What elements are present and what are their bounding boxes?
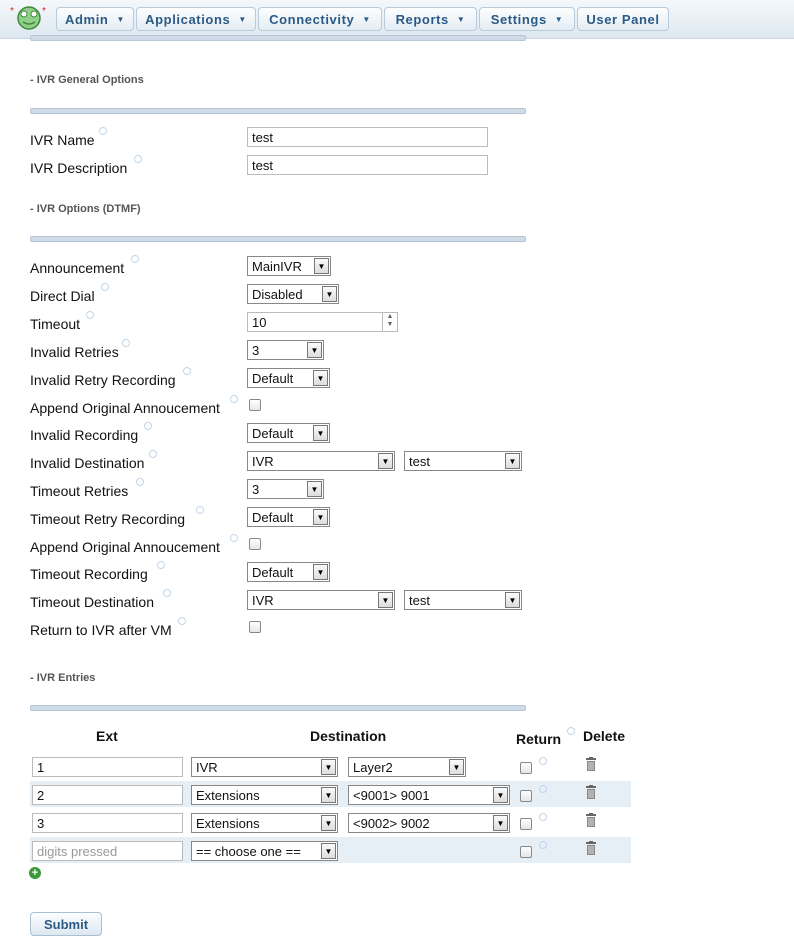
logo-icon[interactable] — [8, 4, 50, 32]
return-vm-checkbox[interactable] — [249, 621, 261, 633]
entry-return-checkbox[interactable] — [520, 790, 532, 802]
divider — [30, 236, 526, 242]
return-vm-label: Return to IVR after VM — [30, 622, 172, 638]
section-general-title: - IVR General Options — [30, 74, 144, 86]
help-icon[interactable] — [101, 283, 109, 291]
timeout-stepper[interactable] — [382, 313, 397, 331]
trash-icon[interactable] — [585, 813, 597, 828]
invalid-recording-label: Invalid Recording — [30, 427, 139, 443]
invalid-destination-type-select[interactable] — [247, 451, 395, 471]
submit-button[interactable]: Submit — [30, 912, 102, 936]
entry-target-value: <9001> 9001 — [353, 788, 430, 803]
help-icon[interactable] — [567, 727, 575, 735]
chevron-down-icon: ▼ — [313, 509, 328, 525]
help-icon[interactable] — [230, 395, 238, 403]
announcement-select[interactable] — [247, 256, 331, 276]
timeout-input[interactable] — [247, 312, 398, 332]
timeout-recording-label: Timeout Recording — [30, 566, 148, 582]
ivr-name-input[interactable]: test — [247, 127, 488, 147]
timeout-destination-target-select[interactable] — [404, 590, 522, 610]
chevron-down-icon: ▼ — [449, 759, 464, 775]
entry-target-select[interactable] — [348, 757, 466, 777]
help-icon[interactable] — [178, 617, 186, 625]
entry-type-select[interactable] — [191, 757, 338, 777]
help-icon[interactable] — [157, 561, 165, 569]
invalid-retry-recording-value: Default — [252, 371, 294, 386]
timeout-retries-select[interactable] — [247, 479, 324, 499]
chevron-down-icon: ▼ — [505, 453, 520, 469]
nav-reports-label: Reports — [395, 11, 449, 27]
entry-ext-input[interactable]: 3 — [32, 813, 183, 833]
column-header-return: Return — [516, 731, 562, 747]
nav-admin[interactable] — [56, 7, 134, 31]
chevron-down-icon: ▼ — [321, 759, 336, 775]
chevron-down-icon: ▼ — [238, 14, 247, 24]
stepper-down-icon[interactable]: ▼ — [386, 321, 394, 328]
entry-type-value: Extensions — [196, 788, 260, 803]
help-icon[interactable] — [136, 478, 144, 486]
timeout-recording-select[interactable] — [247, 562, 330, 582]
new-entry-type-value: == choose one == — [196, 844, 301, 859]
direct-dial-select[interactable] — [247, 284, 339, 304]
svg-text:*: * — [10, 6, 14, 17]
timeout-retry-recording-select[interactable] — [247, 507, 330, 527]
entry-type-select[interactable] — [191, 785, 338, 805]
help-icon[interactable] — [134, 155, 142, 163]
nav-connectivity-label: Connectivity — [269, 11, 355, 27]
help-icon[interactable] — [196, 506, 204, 514]
stepper-up-icon[interactable]: ▲ — [386, 313, 394, 320]
section-dtmf-title: - IVR Options (DTMF) — [30, 203, 141, 215]
chevron-down-icon: ▼ — [362, 14, 371, 24]
new-entry-ext-input[interactable]: digits pressed — [32, 841, 183, 861]
entry-ext-input[interactable]: 1 — [32, 757, 183, 777]
entry-return-checkbox[interactable] — [520, 846, 532, 858]
append-invalid-checkbox[interactable] — [249, 399, 261, 411]
entry-ext-input[interactable]: 2 — [32, 785, 183, 805]
append-timeout-checkbox[interactable] — [249, 538, 261, 550]
chevron-down-icon: ▼ — [307, 481, 322, 497]
chevron-down-icon: ▼ — [493, 815, 508, 831]
timeout-destination-type-select[interactable] — [247, 590, 395, 610]
nav-settings-label: Settings — [490, 11, 547, 27]
chevron-down-icon: ▼ — [378, 592, 393, 608]
timeout-retries-value: 3 — [252, 482, 260, 497]
nav-connectivity[interactable] — [258, 7, 382, 31]
chevron-down-icon: ▼ — [554, 14, 564, 24]
column-header-ext: Ext — [96, 728, 118, 744]
help-icon[interactable] — [144, 422, 152, 430]
timeout-retry-recording-value: Default — [252, 510, 294, 525]
invalid-destination-target-value: test — [409, 454, 430, 469]
nav-applications[interactable] — [136, 7, 256, 31]
nav-user-panel[interactable] — [577, 7, 669, 31]
ivr-name-label: IVR Name — [30, 132, 95, 148]
invalid-destination-label: Invalid Destination — [30, 455, 145, 471]
new-entry-type-select[interactable] — [191, 841, 338, 861]
timeout-label: Timeout — [30, 316, 81, 332]
ivr-description-label: IVR Description — [30, 160, 128, 176]
chevron-down-icon: ▼ — [321, 815, 336, 831]
chevron-down-icon: ▼ — [321, 787, 336, 803]
entry-target-value: <9002> 9002 — [353, 816, 430, 831]
entry-type-select[interactable] — [191, 813, 338, 833]
timeout-value: 10 — [252, 315, 267, 330]
help-icon[interactable] — [539, 813, 547, 821]
divider — [30, 108, 526, 114]
append-invalid-label: Append Original Annoucement — [30, 400, 220, 416]
timeout-retries-label: Timeout Retries — [30, 483, 129, 499]
section-entries-title: - IVR Entries — [30, 672, 96, 684]
chevron-down-icon: ▼ — [313, 564, 328, 580]
invalid-retry-recording-select[interactable] — [247, 368, 330, 388]
chevron-down-icon: ▼ — [116, 14, 125, 24]
column-header-destination: Destination — [310, 728, 387, 744]
add-entry-icon[interactable]: + — [29, 867, 41, 879]
help-icon[interactable] — [99, 127, 107, 135]
help-icon[interactable] — [131, 255, 139, 263]
direct-dial-value: Disabled — [252, 287, 303, 302]
chevron-down-icon: ▼ — [314, 258, 329, 274]
entry-target-select[interactable] — [348, 813, 510, 833]
chevron-down-icon: ▼ — [313, 425, 328, 441]
timeout-retry-recording-label: Timeout Retry Recording — [30, 511, 186, 527]
divider — [30, 35, 526, 41]
nav-reports[interactable] — [384, 7, 477, 31]
column-header-delete: Delete — [583, 728, 626, 744]
trash-icon[interactable] — [585, 841, 597, 856]
invalid-retry-recording-label: Invalid Retry Recording — [30, 372, 176, 388]
timeout-destination-label: Timeout Destination — [30, 594, 154, 610]
chevron-down-icon: ▼ — [493, 787, 508, 803]
chevron-down-icon: ▼ — [321, 843, 336, 859]
chevron-down-icon: ▼ — [307, 342, 322, 358]
nav-applications-label: Applications — [145, 11, 231, 27]
timeout-destination-target-value: test — [409, 593, 430, 608]
svg-text:*: * — [42, 6, 46, 17]
help-icon[interactable] — [230, 534, 238, 542]
help-icon[interactable] — [183, 367, 191, 375]
chevron-down-icon: ▼ — [322, 286, 337, 302]
top-nav-bar — [0, 0, 794, 39]
ivr-description-input[interactable]: test — [247, 155, 488, 175]
invalid-retries-select[interactable] — [247, 340, 324, 360]
announcement-value: MainIVR — [252, 259, 302, 274]
help-icon[interactable] — [86, 311, 94, 319]
chevron-down-icon: ▼ — [456, 14, 466, 24]
invalid-recording-value: Default — [252, 426, 294, 441]
entry-type-value: Extensions — [196, 816, 260, 831]
nav-settings[interactable] — [479, 7, 575, 31]
help-icon[interactable] — [539, 841, 547, 849]
help-icon[interactable] — [149, 450, 157, 458]
divider — [30, 705, 526, 711]
entry-return-checkbox[interactable] — [520, 762, 532, 774]
timeout-recording-value: Default — [252, 565, 294, 580]
invalid-retries-label: Invalid Retries — [30, 344, 119, 360]
trash-icon[interactable] — [585, 785, 597, 800]
append-timeout-label: Append Original Annoucement — [30, 539, 220, 555]
invalid-destination-type-value: IVR — [252, 454, 274, 469]
nav-admin-label: Admin — [65, 11, 109, 27]
chevron-down-icon: ▼ — [313, 370, 328, 386]
invalid-recording-select[interactable] — [247, 423, 330, 443]
help-icon[interactable] — [539, 785, 547, 793]
help-icon[interactable] — [539, 757, 547, 765]
trash-icon[interactable] — [585, 757, 597, 772]
help-icon[interactable] — [122, 339, 130, 347]
direct-dial-label: Direct Dial — [30, 288, 95, 304]
entry-return-checkbox[interactable] — [520, 818, 532, 830]
invalid-retries-value: 3 — [252, 343, 260, 358]
announcement-label: Announcement — [30, 260, 125, 276]
chevron-down-icon: ▼ — [505, 592, 520, 608]
timeout-destination-type-value: IVR — [252, 593, 274, 608]
entry-target-value: Layer2 — [353, 760, 393, 775]
nav-user-panel-label: User Panel — [586, 11, 660, 27]
invalid-destination-target-select[interactable] — [404, 451, 522, 471]
chevron-down-icon: ▼ — [378, 453, 393, 469]
help-icon[interactable] — [163, 589, 171, 597]
entry-type-value: IVR — [196, 760, 218, 775]
entry-target-select[interactable] — [348, 785, 510, 805]
